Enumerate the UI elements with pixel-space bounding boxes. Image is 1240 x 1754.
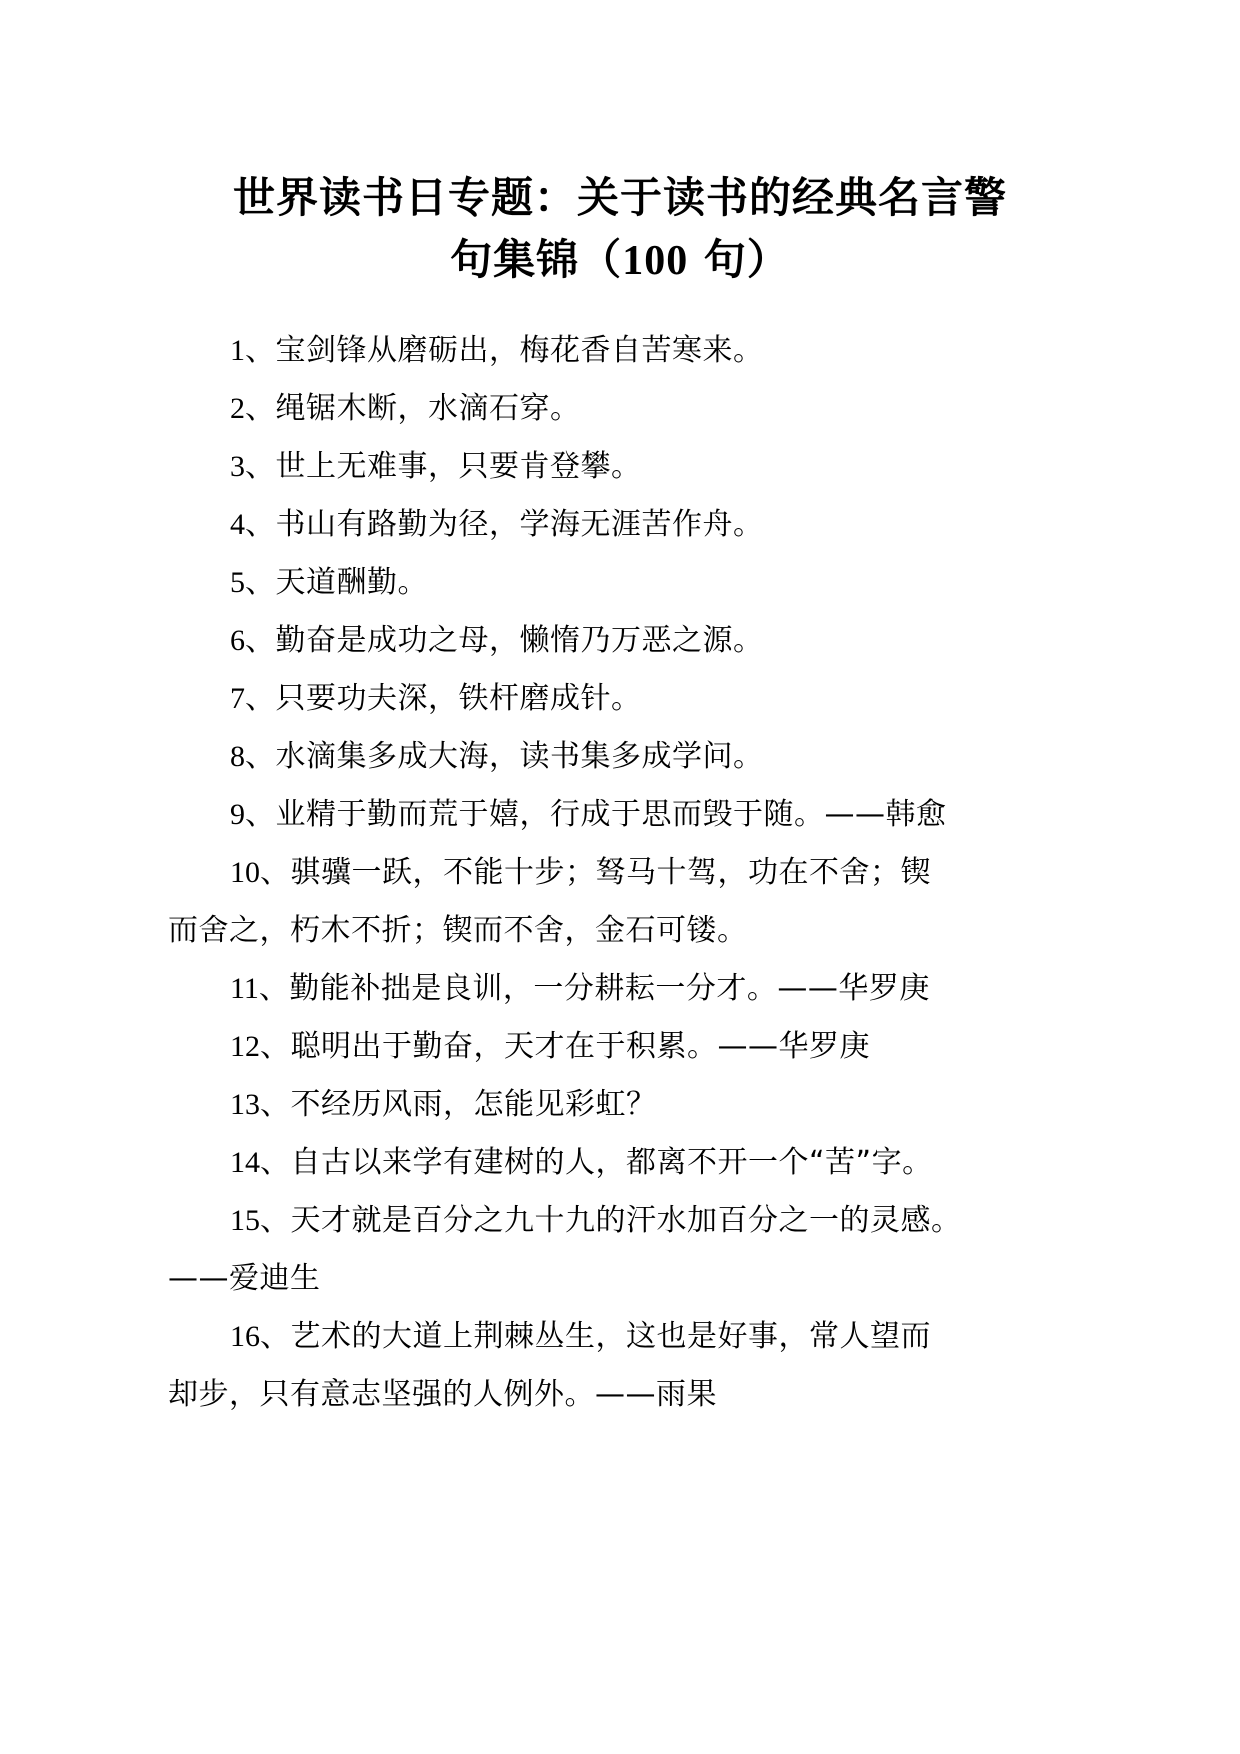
quote-item-11: 11、勤能补拙是良训，一分耕耘一分才。——华罗庚 [230, 971, 930, 1006]
quote-item-10-continuation: 而舍之，朽木不折；锲而不舍，金石可镂。 [168, 913, 748, 948]
quote-item-8: 8、水滴集多成大海，读书集多成学问。 [230, 739, 764, 774]
quote-item-14: 14、自古以来学有建树的人，都离不开一个“苦”字。 [230, 1145, 933, 1180]
quote-item-13: 13、不经历风雨，怎能见彩虹？ [230, 1087, 657, 1122]
quote-item-16-continuation: 却步，只有意志坚强的人例外。——雨果 [168, 1377, 717, 1412]
page-title-number: 100 [622, 238, 689, 284]
quote-item-7: 7、只要功夫深，铁杆磨成针。 [230, 681, 642, 716]
page-title-text: 世界读书日专题：关于读书的经典名言警 [232, 173, 1007, 222]
quote-item-1: 1、宝剑锋从磨砺出，梅花香自苦寒来。 [230, 333, 764, 368]
page-title-line-1 [150, 172, 1090, 225]
quote-item-6: 6、勤奋是成功之母，懒惰乃万恶之源。 [230, 623, 764, 658]
page-title-prefix: 句集锦（ [450, 235, 623, 284]
quote-item-12: 12、聪明出于勤奋，天才在于积累。——华罗庚 [230, 1029, 870, 1064]
quote-item-9: 9、业精于勤而荒于嬉，行成于思而毁于随。——韩愈 [230, 797, 947, 832]
quote-item-3: 3、世上无难事，只要肯登攀。 [230, 449, 642, 484]
page-title-suffix: 句） [688, 235, 790, 284]
quote-item-2: 2、绳锯木断，水滴石穿。 [230, 391, 581, 426]
quote-item-5: 5、天道酬勤。 [230, 565, 428, 600]
quote-item-15-continuation: ——爱迪生 [168, 1261, 321, 1296]
quote-item-10: 10、骐骥一跃，不能十步；驽马十驾，功在不舍；锲 [230, 855, 931, 890]
page-title-line-2 [150, 234, 1090, 288]
quote-item-16: 16、艺术的大道上荆棘丛生，这也是好事，常人望而 [230, 1319, 931, 1354]
quote-item-4: 4、书山有路勤为径，学海无涯苦作舟。 [230, 507, 764, 542]
quote-item-15: 15、天才就是百分之九十九的汗水加百分之一的灵感。 [230, 1203, 962, 1238]
